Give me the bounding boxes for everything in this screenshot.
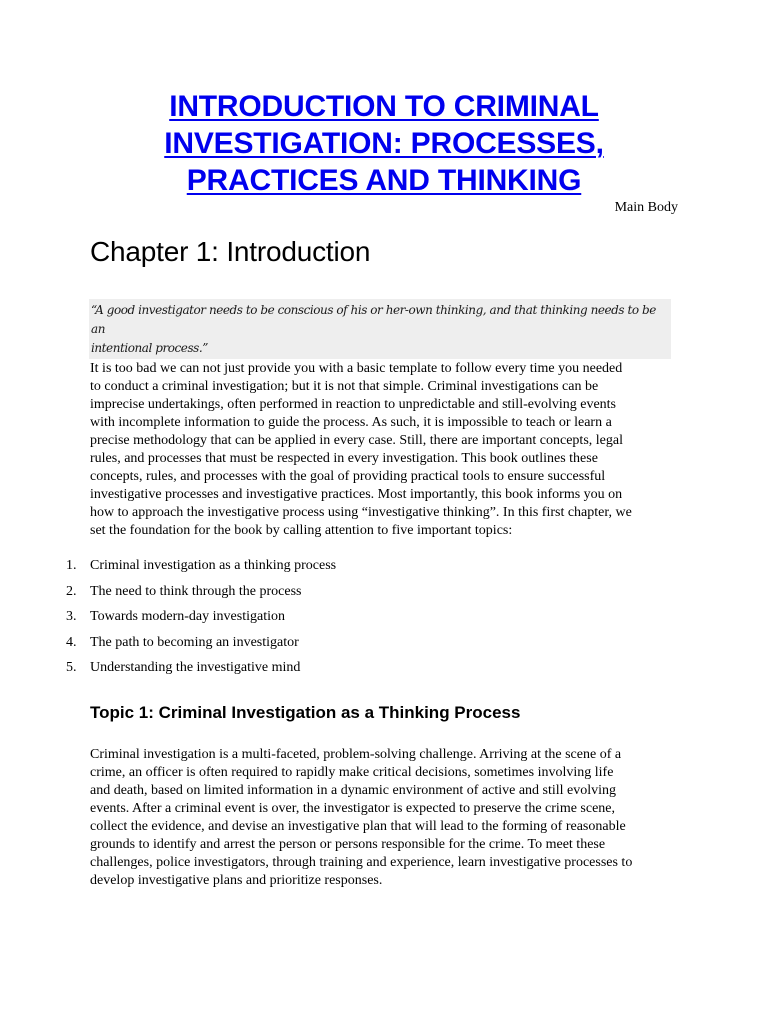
book-title-line-3: PRACTICES AND THINKING xyxy=(186,164,582,197)
topic-list xyxy=(66,557,337,685)
paragraph-line: grounds to identify and arrest the person or persons responsible for the crime. To meet these xyxy=(90,837,606,852)
intro-line: to conduct a criminal investigation; but it is not that simple. Criminal investigations can be xyxy=(90,379,599,394)
list-item-label: Towards modern-day investigation xyxy=(90,609,285,624)
list-item xyxy=(66,608,336,634)
list-item-number: 3. xyxy=(66,609,77,624)
list-item xyxy=(66,557,337,583)
intro-line: concepts, rules, and processes with the goal of providing practical tools to ensure successful xyxy=(90,469,606,484)
intro-line: set the foundation for the book by calling attention to five important topics: xyxy=(90,523,513,538)
epigraph-quote xyxy=(89,299,671,359)
intro-paragraph xyxy=(90,360,680,540)
paragraph-line: events. After a criminal event is over, the investigator is expected to preserve the crime scene, xyxy=(90,801,616,816)
list-item-number: 5. xyxy=(66,660,77,675)
list-item xyxy=(66,634,336,660)
list-item-number: 2. xyxy=(66,583,77,599)
intro-line: investigative processes and investigative practices. Most importantly, this book informs you on xyxy=(90,487,623,502)
section-heading-topic-1: Topic 1: Criminal Investigation as a Thinking Process xyxy=(90,703,521,722)
book-title-link[interactable] xyxy=(164,90,604,197)
paragraph-line: crime, an officer is often required to rapidly make critical decisions, sometimes involving life xyxy=(90,765,614,780)
book-title-line-2: INVESTIGATION: PROCESSES, xyxy=(164,127,604,160)
list-item-label: Criminal investigation as a thinking process xyxy=(90,558,337,573)
list-item-number: 4. xyxy=(66,634,77,650)
epigraph-line-1: “A good investigator needs to be conscious of his or her-own thinking, and that thinking needs to be an xyxy=(91,303,656,336)
list-item xyxy=(66,659,336,685)
book-title xyxy=(100,88,668,199)
intro-line: how to approach the investigative process using “investigative thinking”. In this first chapter, we xyxy=(90,505,632,520)
epigraph-line-2: intentional process.” xyxy=(91,341,208,355)
chapter-title: Chapter 1: Introduction xyxy=(90,236,371,267)
list-item-label: Understanding the investigative mind xyxy=(90,660,301,675)
intro-line: rules, and processes that must be respected in every investigation. This book outlines these xyxy=(90,451,598,466)
paragraph-line: develop investigative plans and prioritize responses. xyxy=(90,873,383,888)
intro-line: It is too bad we can not just provide you with a basic template to follow every time you needed xyxy=(90,361,623,376)
paragraph-line: collect the evidence, and devise an investigative plan that will lead to the forming of reasonable xyxy=(90,819,626,834)
paragraph-line: and death, based on limited information in a dynamic environment of active and still evolving xyxy=(90,783,617,798)
list-item-label: The need to think through the process xyxy=(90,583,302,599)
list-item xyxy=(66,583,336,609)
book-title-line-1: INTRODUCTION TO CRIMINAL xyxy=(169,90,599,123)
paragraph-line: challenges, police investigators, through training and experience, learn investigative processes to xyxy=(90,855,633,870)
intro-line: imprecise undertakings, often performed in reaction to unpredictable and still-evolving events xyxy=(90,397,616,412)
intro-line: with incomplete information to guide the process. As such, it is impossible to teach or learn a xyxy=(90,415,612,430)
intro-line: precise methodology that can be applied in every case. Still, there are important concepts, legal xyxy=(90,433,623,448)
topic-1-paragraph xyxy=(90,746,690,890)
list-item-number: 1. xyxy=(66,558,77,573)
list-item-label: The path to becoming an investigator xyxy=(90,634,299,650)
paragraph-line: Criminal investigation is a multi-faceted, problem-solving challenge. Arriving at the scene of a xyxy=(90,747,622,762)
part-label: Main Body xyxy=(614,200,678,215)
